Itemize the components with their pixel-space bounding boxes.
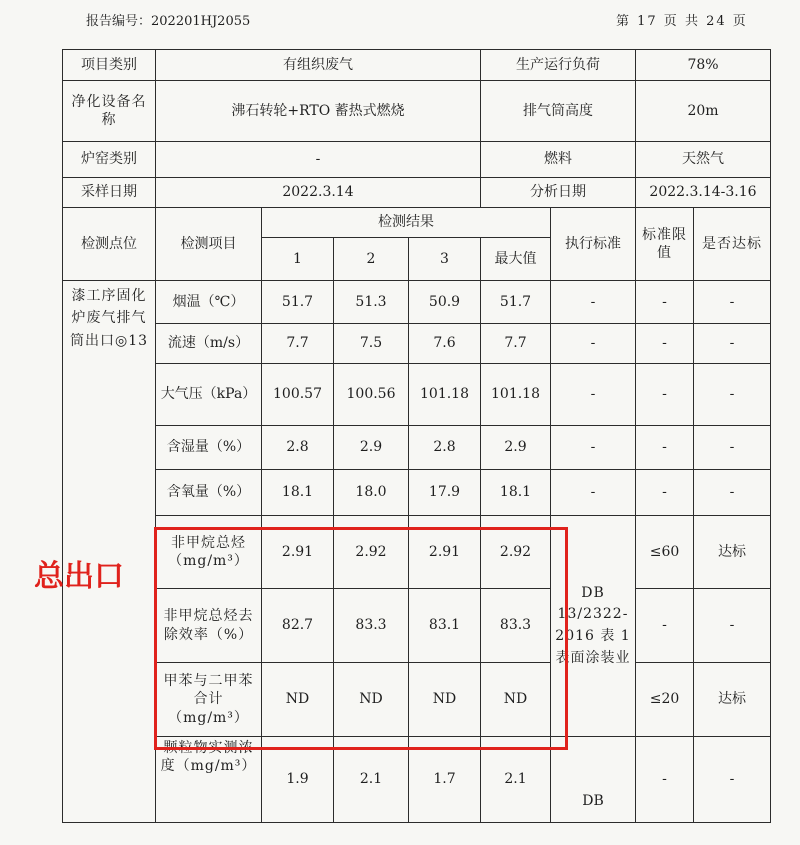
row-compliance: - [694,470,771,516]
row-compliance: - [694,589,771,663]
row-standard: - [551,470,636,516]
row-value-2: 51.3 [334,281,409,324]
header-col-3: 3 [409,238,481,281]
row-value-2: ND [334,663,409,737]
row-item: 大气压（kPa） [156,364,262,426]
row-item: 流速（m/s） [156,324,262,364]
row-limit: - [636,589,694,663]
row-max: 18.1 [481,470,551,516]
row-compliance: - [694,737,771,823]
row-value-2: 100.56 [334,364,409,426]
load-value: 78% [636,50,771,81]
row-max: 7.7 [481,324,551,364]
equipment-value: 沸石转轮+RTO 蓄热式燃烧 [156,81,481,142]
table-row [63,470,771,516]
row-standard: - [551,281,636,324]
row-max: 2.9 [481,426,551,470]
row-value-1: 51.7 [262,281,334,324]
row-max: 83.3 [481,589,551,663]
row-item: 含氧量（%） [156,470,262,516]
equipment-label: 净化设备名称 [63,81,156,142]
row-standard: - [551,426,636,470]
row-value-1: 18.1 [262,470,334,516]
row-value-2: 2.1 [334,737,409,823]
row-max: ND [481,663,551,737]
header-col-1: 1 [262,238,334,281]
stack-height-value: 20m [636,81,771,142]
row-limit: - [636,281,694,324]
row-compliance: 达标 [694,663,771,737]
row-item: 甲苯与二甲苯合计（mg/m³） [156,663,262,737]
row-compliance: - [694,426,771,470]
row-item: 含湿量（%） [156,426,262,470]
row-compliance: - [694,364,771,426]
highlight-box [154,527,568,750]
row-item: 非甲烷总烃（mg/m³） [156,516,262,589]
row-limit: - [636,737,694,823]
header-item: 检测项目 [156,208,262,281]
row-value-3: 1.7 [409,737,481,823]
report-number: 报告编号：202201HJ2055 [86,14,251,29]
row-value-3: 17.9 [409,470,481,516]
row-compliance: 达标 [694,516,771,589]
row-limit: - [636,470,694,516]
row-value-3: 7.6 [409,324,481,364]
row-value-2: 7.5 [334,324,409,364]
analysis-date-label: 分析日期 [481,178,636,208]
row-limit: ≤20 [636,663,694,737]
info-row-dates [63,178,771,208]
row-value-1: 2.91 [262,516,334,589]
kiln-value: - [156,142,481,178]
header-results: 检测结果 [262,208,551,238]
row-standard: - [551,364,636,426]
row-compliance: - [694,281,771,324]
row-value-3: 83.1 [409,589,481,663]
fuel-value: 天然气 [636,142,771,178]
row-value-3: 2.8 [409,426,481,470]
row-value-1: 82.7 [262,589,334,663]
page-info: 第 17 页 共 24 页 [616,14,748,29]
header-col-2: 2 [334,238,409,281]
header-max: 最大值 [481,238,551,281]
header-compliance: 是否达标 [694,208,771,281]
row-value-2: 18.0 [334,470,409,516]
info-row-equipment [63,81,771,142]
row-standard: - [551,324,636,364]
row-value-1: ND [262,663,334,737]
row-max: 2.92 [481,516,551,589]
info-row-kiln [63,142,771,178]
load-label: 生产运行负荷 [481,50,636,81]
table-row [63,281,771,324]
row-value-2: 2.9 [334,426,409,470]
row-value-1: 2.8 [262,426,334,470]
kiln-label: 炉窑类别 [63,142,156,178]
row-value-2: 83.3 [334,589,409,663]
point-name: 漆工序固化炉废气排气筒出口◎13 [63,281,156,823]
header-row-1 [63,208,771,238]
table-row [63,364,771,426]
row-limit: - [636,324,694,364]
row-max: 2.1 [481,737,551,823]
stack-height-label: 排气筒高度 [481,81,636,142]
row-value-3: 101.18 [409,364,481,426]
row-limit: ≤60 [636,516,694,589]
table-row [63,324,771,364]
analysis-date-value: 2022.3.14-3.16 [636,178,771,208]
row-max: 101.18 [481,364,551,426]
header-point: 检测点位 [63,208,156,281]
row-value-3: 50.9 [409,281,481,324]
row-value-3: ND [409,663,481,737]
item-category-label: 项目类别 [63,50,156,81]
row-item: 非甲烷总烃去除效率（%） [156,589,262,663]
row-value-1: 1.9 [262,737,334,823]
standard-next: DB [551,737,636,823]
header-limit: 标准限值 [636,208,694,281]
row-limit: - [636,364,694,426]
annotation-label: 总出口 [34,559,124,594]
row-compliance: - [694,324,771,364]
row-item: 烟温（℃） [156,281,262,324]
row-limit: - [636,426,694,470]
sample-date-label: 采样日期 [63,178,156,208]
fuel-label: 燃料 [481,142,636,178]
row-value-3: 2.91 [409,516,481,589]
row-value-2: 2.92 [334,516,409,589]
sample-date-value: 2022.3.14 [156,178,481,208]
row-max: 51.7 [481,281,551,324]
row-item: 颗粒物实测浓度（mg/m³） [156,737,262,823]
standard-group: DB 13/2322-2016 表 1 表面涂装业 [551,516,636,737]
info-row-category [63,50,771,81]
item-category-value: 有组织废气 [156,50,481,81]
row-value-1: 7.7 [262,324,334,364]
row-value-1: 100.57 [262,364,334,426]
header-standard: 执行标准 [551,208,636,281]
table-row [63,426,771,470]
